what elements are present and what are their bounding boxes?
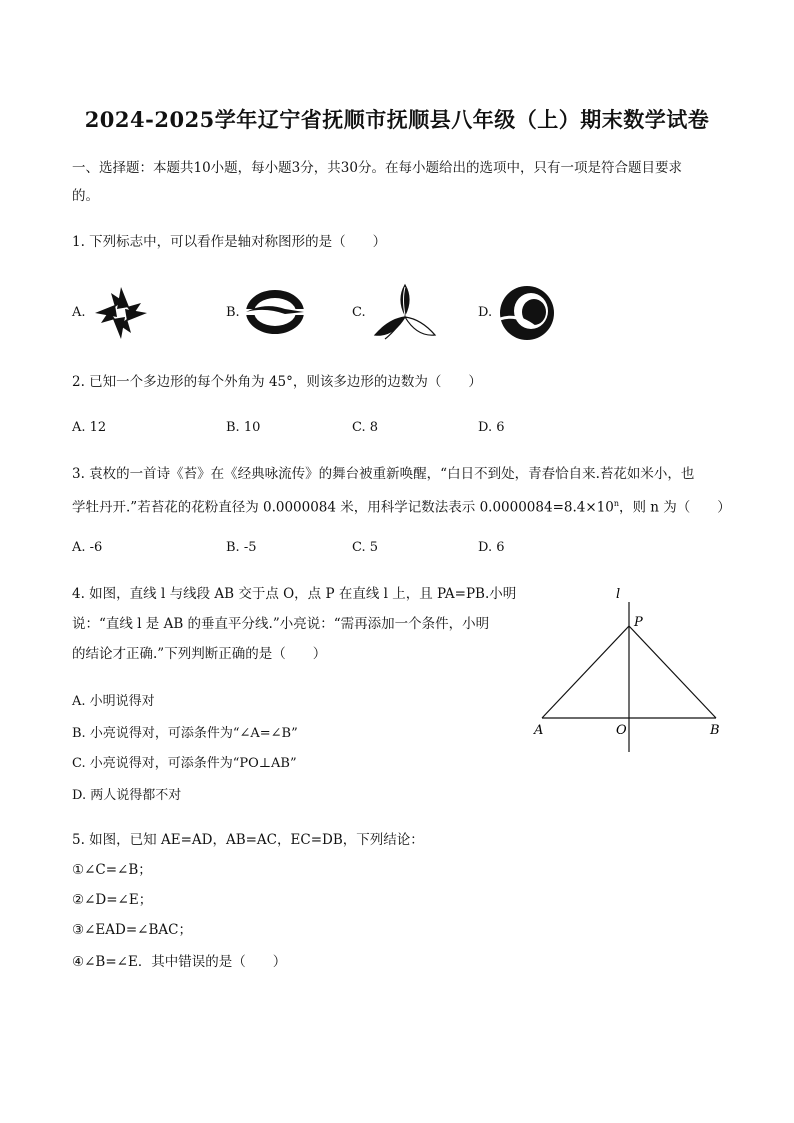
q3-line2-end: ，则 n 为（ ）	[619, 499, 731, 516]
q3-exponent: n	[613, 499, 620, 508]
q3-line2-text: 学牡丹开.”若苔花的花粉直径为 0.0000084 米，用科学记数法表示 0.0000084=8.4×10	[72, 499, 614, 516]
q1-option-d-label: D.	[478, 305, 493, 320]
q2-option-c: C. 8	[352, 420, 379, 435]
q2-option-b: B. 10	[226, 420, 261, 435]
q1-option-b-label: B.	[226, 305, 240, 320]
question-5-stem: 5. 如图，已知 AE=AD，AB=AC，EC=DB，下列结论：	[72, 832, 424, 848]
label-a: A	[534, 723, 544, 738]
q4-option-c: C. 小亮说得对，可添条件为“PO⊥AB”	[72, 756, 297, 771]
q1-option-c-label: C.	[352, 305, 366, 320]
q3-option-c: C. 5	[352, 540, 379, 555]
question-3-line2	[72, 494, 731, 518]
q3-option-b: B. -5	[226, 540, 257, 555]
label-p: P	[634, 615, 643, 630]
section-heading-line1: 一、选择题：本题共10小题，每小题3分，共30分。在每小题给出的选项中，只有一项是符合题目要求	[72, 160, 682, 176]
question-4-line1: 4. 如图，直线 l 与线段 AB 交于点 O，点 P 在直线 l 上，且 PA=PB.小明	[72, 586, 517, 602]
q5-item-3: ③∠EAD=∠BAC；	[72, 922, 192, 938]
page-title: 2024-2025学年辽宁省抚顺市抚顺县八年级（上）期末数学试卷	[84, 107, 710, 132]
section-heading-line2: 的。	[72, 188, 99, 204]
q5-item-4: ④∠B=∠E．其中错误的是（ ）	[72, 954, 287, 970]
question-3-line1: 3. 袁枚的一首诗《苔》在《经典咏流传》的舞台被重新唤醒，“白日不到处，青春恰自来.苔花如米小，也	[72, 466, 695, 482]
question-2-stem: 2. 已知一个多边形的每个外角为 45°，则该多边形的边数为（ ）	[72, 374, 482, 390]
label-o: O	[616, 723, 627, 738]
segment-pb	[629, 626, 716, 718]
q4-option-b: B. 小亮说得对，可添条件为“∠A=∠B”	[72, 726, 298, 741]
three-petal-logo-icon	[370, 283, 440, 343]
q4-option-a: A. 小明说得对	[72, 694, 155, 709]
question-4-figure	[520, 580, 730, 760]
question-4-line2: 说：“直线 l 是 AB 的垂直平分线.”小亮说：“需再添加一个条件，小明	[72, 616, 490, 632]
q5-item-2: ②∠D=∠E；	[72, 892, 153, 908]
q1-option-a-label: A.	[72, 305, 86, 320]
crescent-ring-logo-icon	[496, 284, 558, 342]
q4-option-d: D. 两人说得都不对	[72, 788, 182, 803]
question-1-stem: 1. 下列标志中，可以看作是轴对称图形的是（ ）	[72, 234, 387, 250]
q2-option-d: D. 6	[478, 420, 505, 435]
ring-ribbon-logo-icon	[244, 288, 306, 336]
q3-option-a: A. -6	[72, 540, 103, 555]
label-l: l	[616, 587, 621, 602]
q5-item-1: ①∠C=∠B；	[72, 862, 152, 878]
label-b: B	[710, 723, 720, 738]
question-4-line3: 的结论才正确.”下列判断正确的是（ ）	[72, 646, 327, 662]
q3-option-d: D. 6	[478, 540, 505, 555]
segment-pa	[542, 626, 629, 718]
section-heading	[72, 158, 682, 178]
pinwheel-star-logo-icon	[90, 285, 152, 341]
q2-option-a: A. 12	[72, 420, 107, 435]
